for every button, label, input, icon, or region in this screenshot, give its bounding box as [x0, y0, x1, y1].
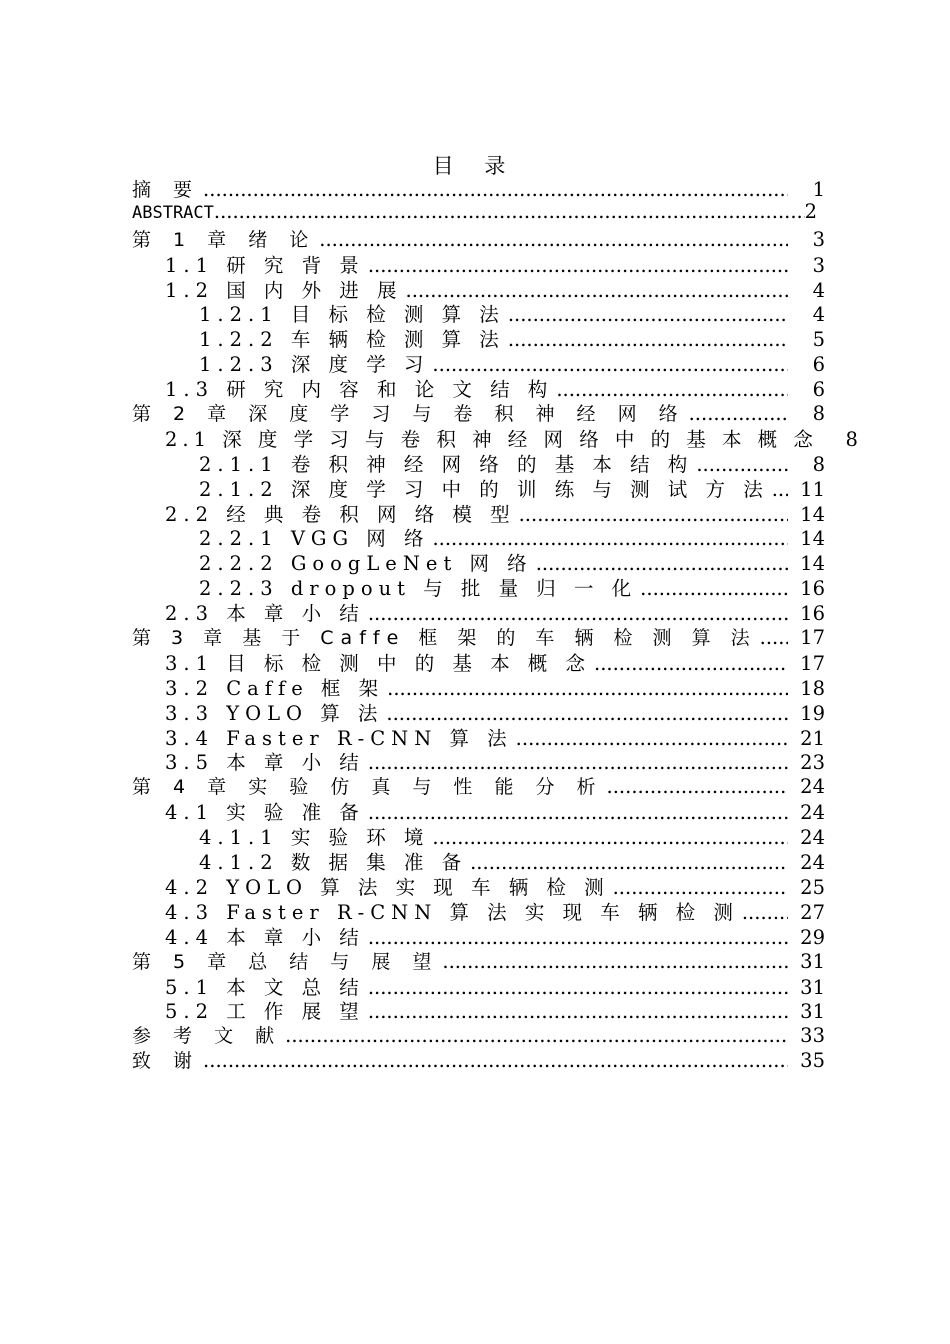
leader-dots: [607, 775, 788, 798]
toc-entry-page: 14: [800, 552, 825, 576]
toc-entry[interactable]: [165, 374, 825, 402]
toc-entry-label: 1.1 研 究 背 景: [165, 253, 365, 277]
toc-entry-page: 17: [800, 651, 825, 675]
toc-entry-label: 2.2.3 dropout 与 批 量 归 一 化: [199, 577, 638, 601]
toc-entry[interactable]: [165, 723, 825, 751]
toc-entry[interactable]: [165, 996, 825, 1024]
toc-entry[interactable]: [132, 947, 825, 974]
toc-entry-page: 35: [800, 1049, 825, 1073]
toc-entry-label: 1.3 研 究 内 容 和 论 文 结 构: [165, 378, 554, 402]
toc-entry[interactable]: [165, 648, 825, 676]
leader-dots: [772, 478, 788, 501]
toc-entry-page: 24: [800, 775, 825, 799]
leader-dots: [368, 254, 788, 277]
toc-entry-page: 3: [812, 227, 825, 251]
toc-entry-page: 11: [800, 477, 825, 501]
leader-dots: [508, 328, 788, 351]
toc-entry-page: 27: [800, 900, 825, 924]
leader-dots: [742, 901, 788, 924]
leader-dots: [613, 876, 788, 899]
toc-entry[interactable]: [165, 872, 825, 900]
toc-entry-label: 1.2 国 内 外 进 展: [165, 278, 403, 302]
toc-entry[interactable]: [165, 698, 825, 726]
toc-entry-page: 21: [800, 726, 825, 750]
leader-dots: [368, 926, 788, 949]
toc-entry-page: 33: [800, 1024, 825, 1048]
toc-entry-label: 1.2.1 目 标 检 测 算 法: [199, 303, 505, 327]
toc-entry-label: 第 2 章 深 度 学 习 与 卷 积 神 经 网 络: [132, 403, 686, 426]
toc-entry[interactable]: [165, 747, 825, 775]
toc-entry-page: 6: [812, 378, 825, 402]
toc-entry-label: 4.3 Faster R-CNN 算 法 实 现 车 辆 检 测: [165, 900, 739, 924]
toc-entry[interactable]: [199, 548, 825, 576]
leader-dots: [760, 626, 788, 649]
leader-dots: [214, 200, 805, 223]
toc-entry-label: 3.3 YOLO 算 法: [165, 701, 384, 725]
toc-entry-page: 19: [800, 701, 825, 725]
toc-entry-label: 4.4 本 章 小 结: [165, 925, 365, 949]
toc-entry-label: 2.1.1 卷 积 神 经 网 络 的 基 本 结 构: [199, 452, 694, 476]
toc-entry[interactable]: [199, 349, 825, 377]
toc-entry-page: 31: [800, 975, 825, 999]
toc-entry-label: 2.1 深 度 学 习 与 卷 积 神 经 网 络 中 的 基 本 概 念: [165, 427, 818, 451]
leader-dots: [368, 976, 788, 999]
leader-dots: [406, 279, 788, 302]
leader-dots: [432, 826, 788, 849]
toc-entry-page: 24: [800, 826, 825, 850]
toc-entry[interactable]: [165, 424, 858, 452]
toc-entry[interactable]: [199, 523, 825, 551]
toc-entry[interactable]: [199, 299, 825, 327]
leader-dots: [470, 851, 788, 874]
toc-entry[interactable]: [132, 200, 817, 223]
leader-dots: [368, 1000, 788, 1023]
toc-entry-label: 5.2 工 作 展 望: [165, 1000, 365, 1024]
leader-dots: [519, 503, 788, 526]
toc-entry-label: 5.1 本 文 总 结: [165, 975, 365, 999]
toc-entry[interactable]: [165, 250, 825, 278]
toc-entry[interactable]: [165, 598, 825, 626]
toc-entry-page: 17: [800, 626, 825, 650]
toc-entry-label: 4.1.1 实 验 环 境: [199, 826, 430, 850]
leader-dots: [516, 727, 788, 750]
toc-entry[interactable]: [199, 449, 825, 477]
leader-dots: [640, 577, 788, 600]
toc-entry-page: 24: [800, 801, 825, 825]
toc-entry-label: 2.2.2 GoogLeNet 网 络: [199, 552, 533, 576]
leader-dots: [368, 801, 788, 824]
toc-entry[interactable]: [132, 1021, 825, 1048]
toc-entry[interactable]: [132, 1046, 825, 1073]
toc-title: 目 录: [432, 154, 518, 178]
table-of-contents: [0, 175, 950, 1071]
toc-entry-label: 4.1 实 验 准 备: [165, 801, 365, 825]
leader-dots: [387, 677, 788, 700]
toc-entry[interactable]: [165, 275, 825, 303]
toc-entry[interactable]: [199, 324, 825, 352]
toc-entry-page: 4: [812, 303, 825, 327]
leader-dots: [319, 228, 788, 251]
toc-entry[interactable]: [165, 797, 825, 825]
toc-entry[interactable]: [132, 772, 825, 799]
toc-entry[interactable]: [199, 847, 825, 875]
toc-entry-label: 第 4 章 实 验 仿 真 与 性 能 分 析: [132, 776, 604, 799]
toc-entry-label: 3.2 Caffe 框 架: [165, 676, 385, 700]
leader-dots: [432, 527, 788, 550]
toc-entry-page: 24: [800, 851, 825, 875]
toc-entry-page: 25: [800, 875, 825, 899]
toc-entry-label: 摘 要: [132, 179, 201, 201]
leader-dots: [285, 1024, 788, 1047]
toc-entry-label: 致 谢: [132, 1050, 201, 1073]
toc-entry[interactable]: [165, 922, 825, 950]
toc-entry-page: 16: [800, 577, 825, 601]
toc-entry-page: 31: [800, 1000, 825, 1024]
toc-entry-page: 23: [800, 751, 825, 775]
toc-entry[interactable]: [165, 673, 825, 701]
leader-dots: [508, 303, 788, 326]
toc-entry-page: 5: [812, 328, 825, 352]
toc-entry[interactable]: [165, 972, 825, 1000]
leader-dots: [368, 602, 788, 625]
toc-entry[interactable]: [132, 225, 825, 252]
toc-entry-label: ABSTRACT: [132, 202, 214, 223]
toc-entry-page: 8: [845, 427, 858, 451]
toc-entry-label: 第 5 章 总 结 与 展 望: [132, 950, 440, 973]
toc-entry-label: 1.2.3 深 度 学 习: [199, 353, 430, 377]
leader-dots: [696, 453, 788, 476]
toc-entry-label: 2.3 本 章 小 结: [165, 602, 365, 626]
toc-entry-page: 18: [800, 676, 825, 700]
leader-dots: [689, 402, 788, 425]
toc-entry-label: 4.2 YOLO 算 法 实 现 车 辆 检 测: [165, 875, 610, 899]
toc-entry-page: 8: [812, 402, 825, 426]
leader-dots: [556, 378, 788, 401]
toc-entry-label: 第 1 章 绪 论: [132, 228, 317, 251]
toc-entry[interactable]: [199, 822, 825, 850]
toc-entry[interactable]: [199, 474, 825, 502]
toc-entry-page: 8: [812, 452, 825, 476]
toc-entry-label: 2.2.1 VGG 网 络: [199, 527, 430, 551]
toc-entry-page: 3: [812, 253, 825, 277]
leader-dots: [203, 178, 788, 201]
toc-entry[interactable]: [199, 573, 825, 601]
leader-dots: [536, 552, 788, 575]
toc-entry-label: 4.1.2 数 据 集 准 备: [199, 851, 468, 875]
leader-dots: [594, 652, 788, 675]
toc-entry[interactable]: [132, 623, 825, 650]
toc-entry-label: 3.4 Faster R-CNN 算 法: [165, 726, 513, 750]
leader-dots: [386, 702, 788, 725]
toc-entry-page: 2: [804, 199, 817, 223]
toc-entry[interactable]: [165, 499, 825, 527]
toc-entry-page: 1: [812, 178, 825, 201]
toc-entry-label: 参 考 文 献: [132, 1025, 283, 1048]
leader-dots: [203, 1049, 788, 1072]
toc-entry-page: 14: [800, 502, 825, 526]
toc-entry-page: 16: [800, 602, 825, 626]
toc-entry-label: 1.2.2 车 辆 检 测 算 法: [199, 328, 505, 352]
leader-dots: [442, 950, 788, 973]
toc-entry-page: 31: [800, 949, 825, 973]
toc-entry-page: 4: [812, 278, 825, 302]
toc-entry-page: 29: [800, 925, 825, 949]
toc-entry[interactable]: [132, 175, 825, 202]
leader-dots: [432, 353, 788, 376]
toc-entry-page: 6: [812, 353, 825, 377]
toc-entry-label: 2.1.2 深 度 学 习 中 的 训 练 与 测 试 方 法: [199, 477, 769, 501]
toc-entry[interactable]: [132, 399, 825, 426]
toc-entry[interactable]: [165, 897, 825, 925]
leader-dots: [368, 751, 788, 774]
toc-entry-label: 3.1 目 标 检 测 中 的 基 本 概 念: [165, 651, 591, 675]
toc-entry-label: 2.2 经 典 卷 积 网 络 模 型: [165, 502, 516, 526]
toc-entry-page: 14: [800, 527, 825, 551]
toc-entry-label: 3.5 本 章 小 结: [165, 751, 365, 775]
toc-entry-label: 第 3 章 基 于 Caffe 框 架 的 车 辆 检 测 算 法: [132, 627, 757, 650]
